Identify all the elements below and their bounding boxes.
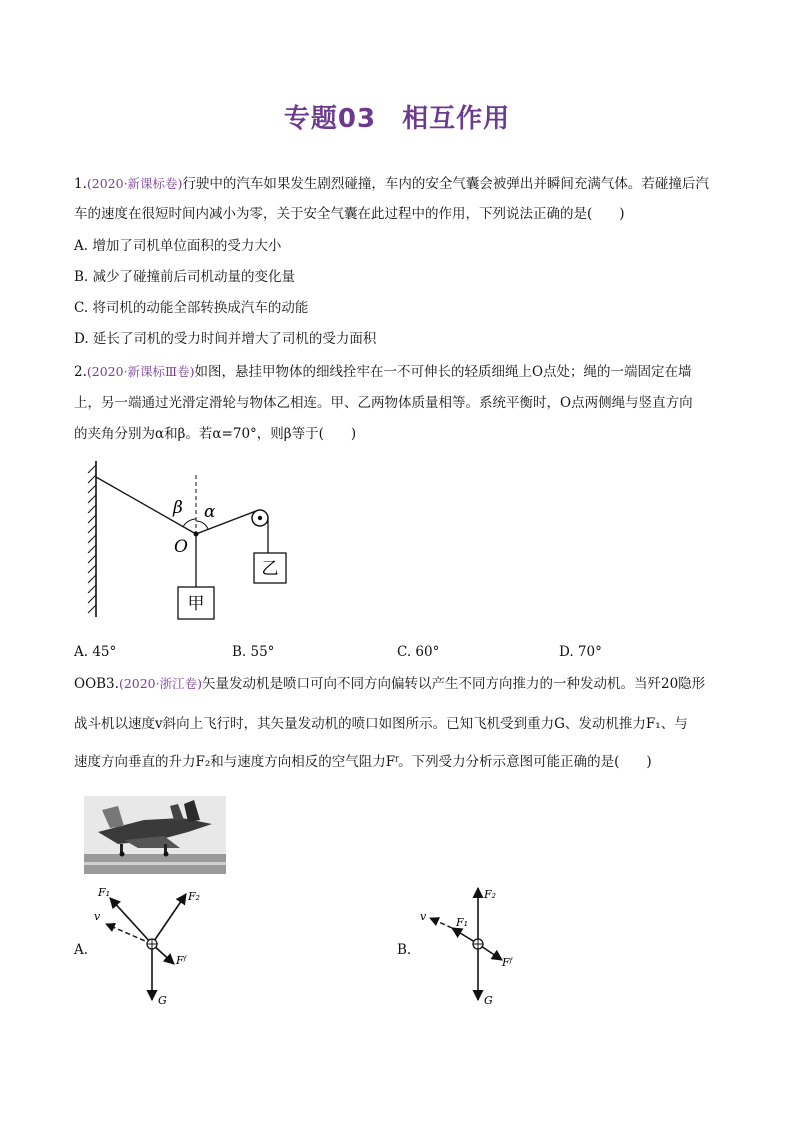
q3-option-b-letter: B. (397, 942, 412, 958)
arrow-v (106, 924, 152, 944)
q1-text1: 行驶中的汽车如果发生剧烈碰撞，车内的安全气囊会被弹出并瞬间充满气体。若碰撞后汽 (182, 176, 709, 192)
q1-option-d: D. 延长了司机的受力时间并增大了司机的受力面积 (74, 331, 377, 347)
q3-number: OOB3. (74, 676, 119, 692)
q3-source: (2020·浙江卷) (118, 676, 202, 691)
q1-option-a: A. 增加了司机单位面积的受力大小 (74, 238, 282, 254)
q3-option-a-diagram (82, 880, 222, 1010)
q2-option-d: D. 70° (559, 644, 602, 660)
q2-option-a: A. 45° (74, 644, 117, 660)
label-O: O (174, 537, 188, 557)
label-F1: F₁ (456, 916, 469, 929)
arrow-F2 (152, 894, 186, 944)
label-G: G (484, 994, 493, 1007)
q2-text1: 如图，悬挂甲物体的细线拴牢在一不可伸长的轻质细绳上O点处；绳的一端固定在墙 (194, 364, 692, 380)
fighter-jet-photo (84, 796, 226, 874)
pulley-axle (258, 516, 262, 520)
q1-line1 (74, 174, 724, 194)
q1-line2: 车的速度在很短时间内减小为零，关于安全气囊在此过程中的作用，下列说法正确的是( ) (74, 206, 625, 222)
angle-beta-arc (183, 519, 196, 527)
label-v: v (94, 910, 101, 923)
q3-option-a-letter: A. (74, 942, 89, 958)
q2-option-b: B. 55° (232, 644, 275, 660)
q2-source: (2020·新课标Ⅲ卷) (86, 364, 195, 379)
label-Ff: Fᶠ (176, 954, 187, 967)
angle-alpha-arc (196, 521, 208, 529)
q2-line1 (74, 362, 724, 382)
q3-option-b-diagram (408, 880, 548, 1010)
q3-text1: 矢量发动机是喷口可向不同方向偏转以产生不同方向推力的一种发动机。当歼20隐形 (201, 676, 706, 692)
q3-line2: 战斗机以速度v斜向上飞行时，其矢量发动机的喷口如图所示。已知飞机受到重力G、发动机推力F₁、与 (74, 716, 688, 732)
label-Ff: Fᶠ (502, 956, 513, 969)
q2-line3: 的夹角分别为α和β。若α=70°，则β等于( ) (74, 426, 357, 442)
page-title (0, 98, 794, 135)
arrow-F1 (110, 898, 152, 944)
label-yi: 乙 (261, 559, 279, 579)
wall-hatching (88, 465, 96, 613)
label-F2: F₂ (188, 890, 201, 903)
title-prefix: 专题03 (283, 104, 377, 134)
q2-number: 2. (74, 364, 87, 380)
q1-number: 1. (74, 176, 87, 192)
q2-pulley-diagram (70, 455, 300, 630)
title-name: 相互作用 (402, 104, 511, 134)
label-v: v (420, 910, 427, 923)
q1-source: (2020·新课标卷) (86, 176, 183, 191)
q3-line3: 速度方向垂直的升力F₂和与速度方向相反的空气阻力Fᶠ。下列受力分析示意图可能正确的是( ) (74, 754, 652, 770)
label-beta: β (173, 498, 183, 518)
label-G: G (158, 994, 167, 1007)
q2-option-c: C. 60° (397, 644, 440, 660)
q3-line1 (74, 674, 724, 694)
label-jia: 甲 (187, 594, 205, 614)
label-F1: F₁ (98, 886, 111, 899)
q1-option-b: B. 减少了碰撞前后司机动量的变化量 (74, 269, 296, 285)
arrow-v (430, 918, 452, 928)
q1-option-c: C. 将司机的动能全部转换成汽车的动能 (74, 300, 309, 316)
label-alpha: α (204, 502, 216, 522)
label-F2: F₂ (484, 888, 497, 901)
q2-line2: 上，另一端通过光滑定滑轮与物体乙相连。甲、乙两物体质量相等。系统平衡时，O点两侧绳与竖直方向 (74, 395, 693, 411)
